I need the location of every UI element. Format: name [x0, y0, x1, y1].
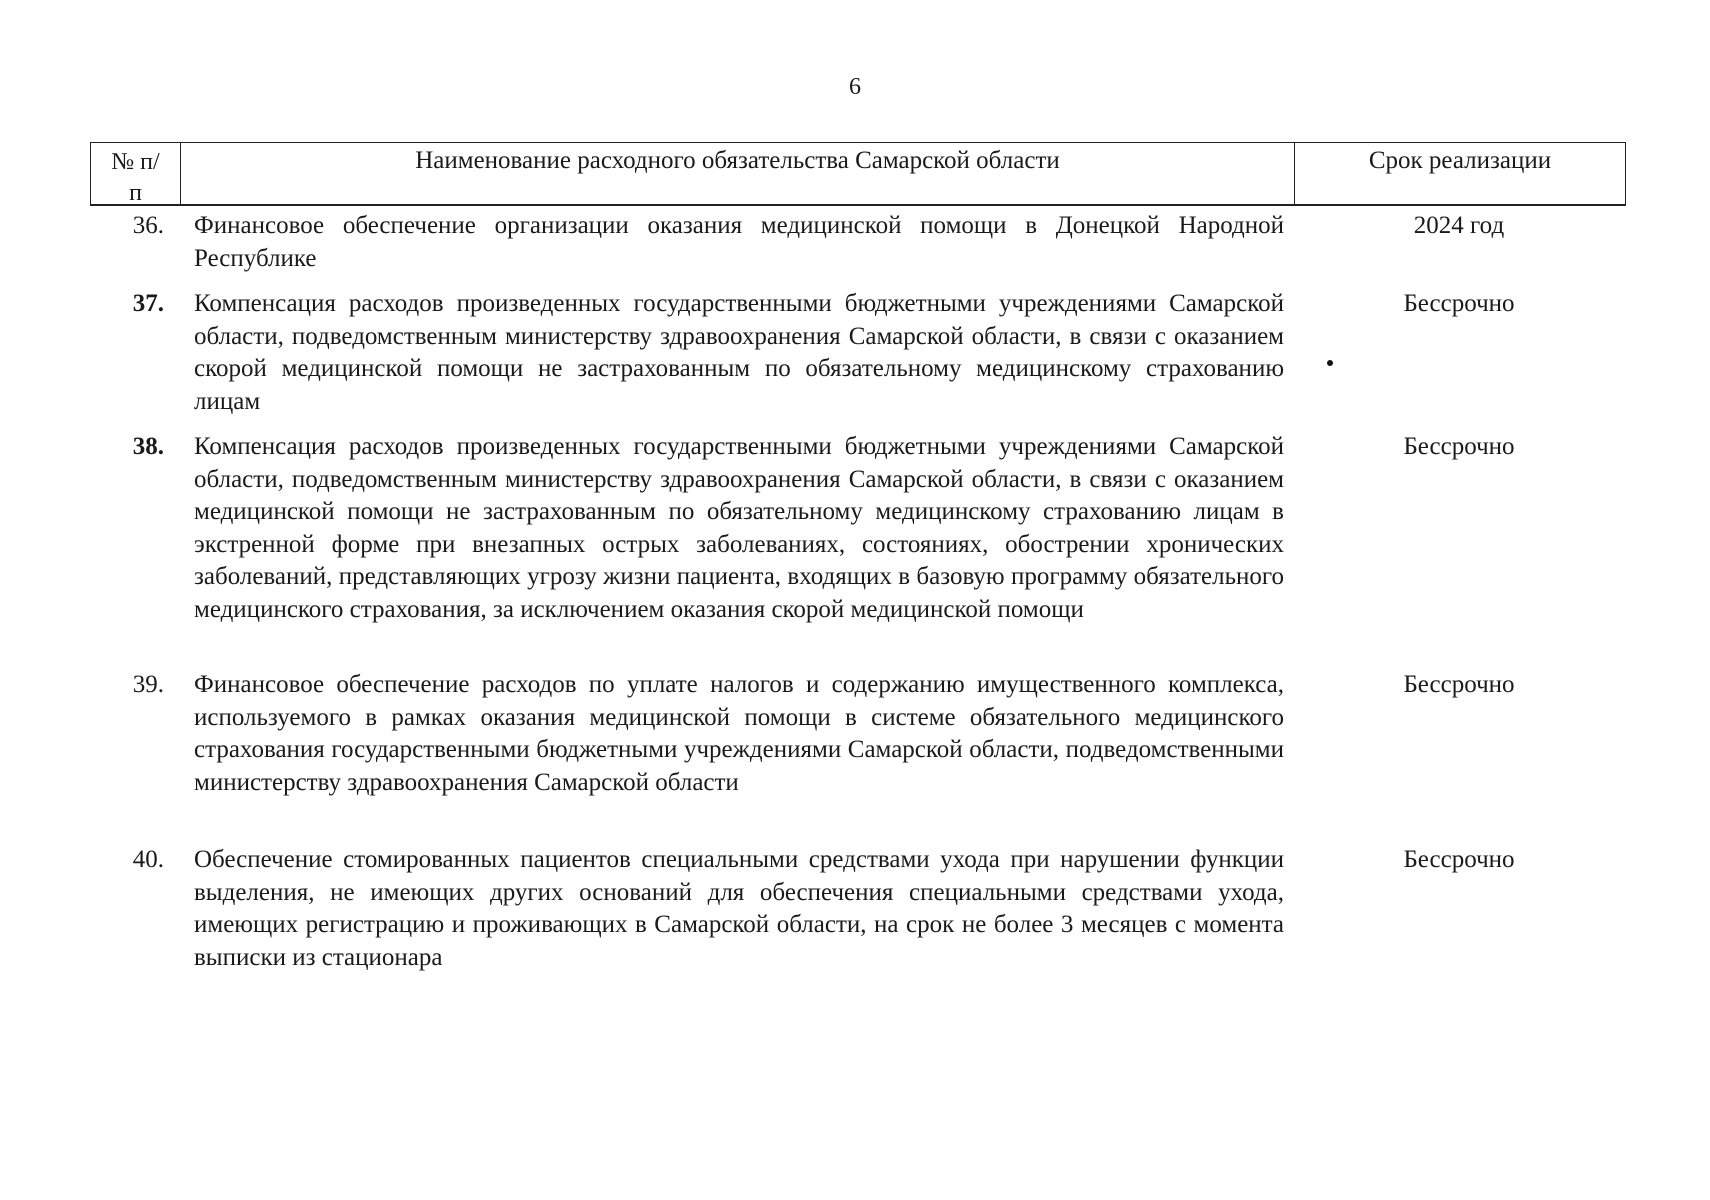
row-name: Компенсация расходов произведенных государственными бюджетными учреждениями Самарской области, подведомственным министерству здравоохранения Самарской области, в связи с оказанием скорой медицинской помощи не застрахованным по обязательному медицинскому страхованию лицам	[194, 290, 1284, 415]
row-term: 2024 год	[1413, 212, 1505, 239]
row-term: Бессрочно	[1403, 846, 1515, 873]
header-number-label: № п/п	[111, 149, 160, 206]
row-name: Компенсация расходов произведенных государственными бюджетными учреждениями Самарской области, подведомственным министерству здравоохранения Самарской области, в связи с оказанием медицинской помощи не застрахованным по обязательному медицинскому страхованию лицам в экстренной форме при внезапных острых заболеваниях, состояниях, обострении хронических заболеваний, представляющих угрозу жизни пациента, входящих в базовую программу обязательного медицинского страхования, за исключением оказания скорой медицинской помощи	[194, 433, 1284, 623]
row-number: 38.	[132, 433, 164, 460]
row-name: Финансовое обеспечение расходов по уплате налогов и содержанию имущественного комплекса, используемого в рамках оказания медицинской помощи в системе обязательного медицинского страхования государственными бюджетными учреждениями Самарской области, подведомственными министерству здравоохранения Самарской области	[194, 671, 1284, 796]
table-row	[90, 288, 1626, 431]
table-row	[90, 669, 1626, 844]
table-row	[90, 844, 1626, 974]
row-term: Бессрочно	[1403, 433, 1515, 460]
row-name: Финансовое обеспечение организации оказания медицинской помощи в Донецкой Народной Республике	[194, 212, 1284, 272]
header-term: Срок реализации	[1368, 147, 1552, 174]
row-number: 37.	[132, 290, 164, 317]
row-number: 40.	[132, 846, 164, 873]
page-number: 6	[849, 74, 861, 100]
scan-dot-mark	[1327, 360, 1333, 366]
header-name: Наименование расходного обязательства Самарской области	[415, 147, 1060, 174]
table-row	[90, 210, 1626, 288]
row-name: Обеспечение стомированных пациентов специальными средствами ухода при нарушении функции выделения, не имеющих других оснований для обеспечения специальными средствами ухода, имеющих регистрацию и проживающих в Самарской области, на срок не более 3 месяцев с момента выписки из стационара	[194, 846, 1284, 971]
table-body	[90, 210, 1626, 974]
header-number	[91, 147, 180, 209]
table-row	[90, 431, 1626, 669]
row-term: Бессрочно	[1403, 290, 1515, 317]
row-number: 39.	[132, 671, 164, 698]
row-term: Бессрочно	[1403, 671, 1515, 698]
table-header	[90, 142, 1626, 206]
row-number: 36.	[132, 212, 164, 239]
